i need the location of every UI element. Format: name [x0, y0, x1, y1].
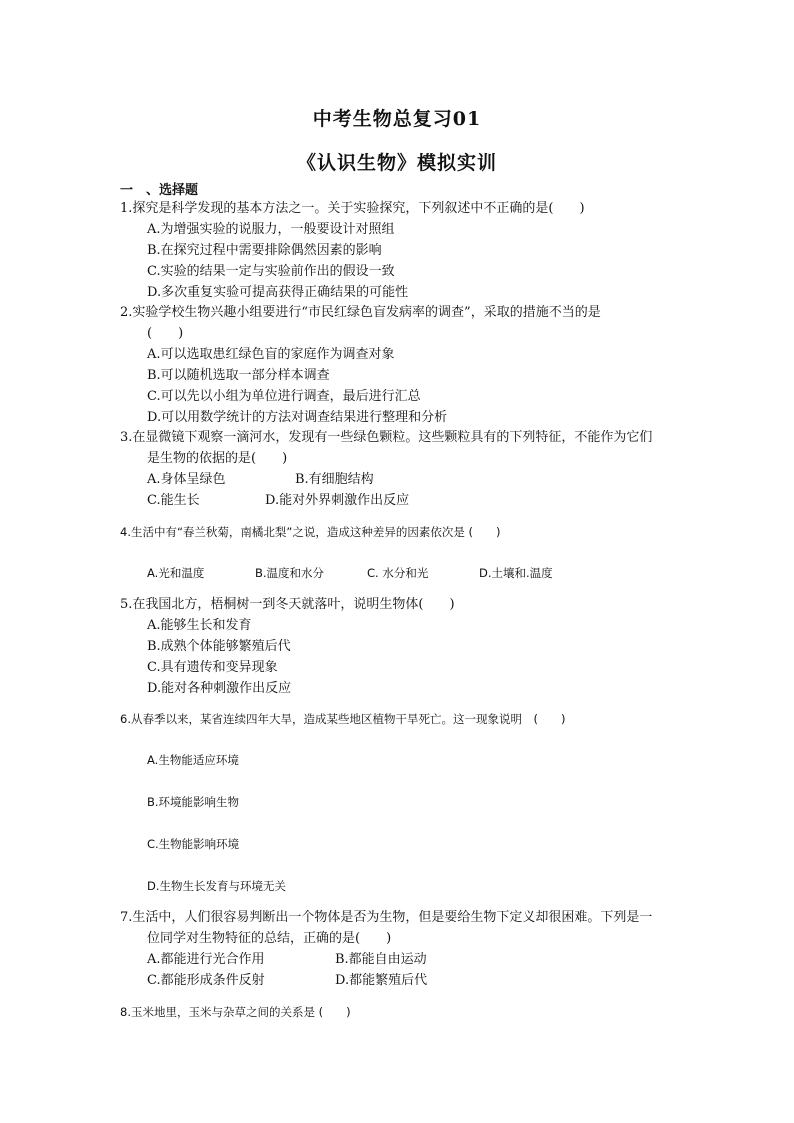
question-7-stem: 7.生活中，人们很容易判断出一个物体是否为生物，但是要给生物下定义却很困难。下列是一	[120, 910, 653, 925]
question-1-option-c: C.实验的结果一定与实验前作出的假设一致	[147, 264, 395, 279]
question-3-stem-continued: 是生物的依据的是( )	[147, 451, 288, 466]
question-7-option-a: A.都能进行光合作用	[147, 952, 265, 967]
question-4-option-d: D.土壤和.温度	[479, 566, 553, 580]
question-6-option-b: B.环境能影响生物	[147, 795, 240, 809]
question-2-stem-continued: ( )	[147, 326, 184, 341]
question-2-option-d: D.可以用数学统计的方法对调查结果进行整理和分析	[147, 410, 448, 425]
question-1-option-d: D.多次重复实验可提高获得正确结果的可能性	[147, 285, 409, 300]
question-2-option-b: B.可以随机选取一部分样本调查	[147, 368, 330, 383]
question-4-option-a: A.光和温度	[147, 566, 205, 580]
question-8-stem: 8.玉米地里，玉米与杂草之间的关系是 ( )	[120, 1005, 351, 1019]
question-4-stem: 4.生活中有“春兰秋菊，南橘北梨”之说，造成这种差异的因素依次是 ( )	[120, 525, 501, 539]
question-6-option-a: A.生物能适应环境	[147, 753, 239, 767]
question-3-option-b: B.有细胞结构	[295, 472, 374, 487]
question-7-stem-continued: 位同学对生物特征的总结，正确的是( )	[147, 931, 392, 946]
question-6-option-d: D.生物生长发育与环境无关	[147, 879, 287, 893]
question-7-option-d: D.都能繁殖后代	[335, 973, 428, 988]
question-6-option-c: C.生物能影响环境	[147, 837, 240, 851]
question-5-stem: 5.在我国北方，梧桐树一到冬天就落叶，说明生物体( )	[120, 597, 455, 612]
question-5-option-b: B.成熟个体能够繁殖后代	[147, 639, 291, 654]
document-subtitle: 《认识生物》模拟实训	[296, 152, 497, 174]
question-5-option-d: D.能对各种刺激作出反应	[147, 681, 292, 696]
question-2-option-a: A.可以选取患红绿色盲的家庭作为调查对象	[147, 347, 395, 362]
section-heading: 一 、选择题	[120, 183, 199, 198]
question-6-stem: 6.从春季以来，某省连续四年大旱，造成某些地区植物干旱死亡。这一现象说明 ( )	[120, 712, 566, 726]
question-5-option-c: C.具有遗传和变异现象	[147, 660, 278, 675]
question-5-option-a: A.能够生长和发育	[147, 618, 252, 633]
question-2-option-c: C.可以先以小组为单位进行调查，最后进行汇总	[147, 389, 421, 404]
question-7-option-b: B.都能自由运动	[335, 952, 427, 967]
question-3-stem: 3.在显微镜下观察一滴河水，发现有一些绿色颗粒。这些颗粒具有的下列特征，不能作为它们	[120, 430, 653, 445]
document-title: 中考生物总复习01	[312, 108, 482, 130]
question-7-option-c: C.都能形成条件反射	[147, 973, 265, 988]
question-4-option-b: B.温度和水分	[255, 566, 325, 580]
question-1-option-a: A.为增强实验的说服力，一般要设计对照组	[147, 222, 395, 237]
question-3-option-a: A.身体呈绿色	[147, 472, 226, 487]
question-4-option-c: C. 水分和光	[367, 566, 429, 580]
question-3-option-d: D.能对外界刺激作出反应	[265, 493, 410, 508]
question-1-option-b: B.在探究过程中需要排除偶然因素的影响	[147, 243, 382, 258]
question-1-stem: 1.探究是科学发现的基本方法之一。关于实验探究，下列叙述中不正确的是( )	[120, 201, 585, 216]
question-3-option-c: C.能生长	[147, 493, 200, 508]
question-2-stem: 2.实验学校生物兴趣小组要进行“市民红绿色盲发病率的调查”，采取的措施不当的是	[120, 305, 601, 320]
